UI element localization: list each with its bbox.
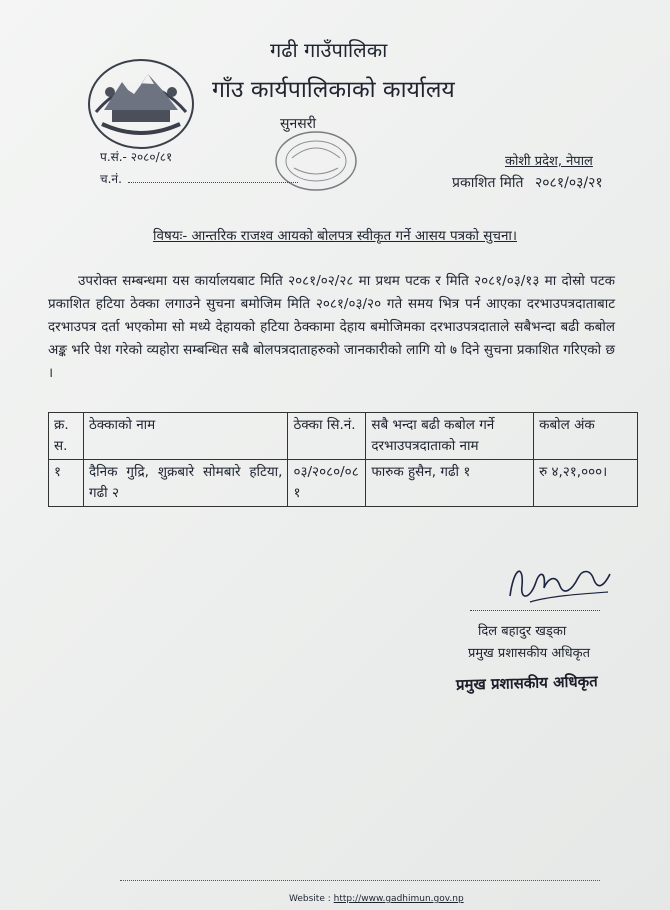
award-table <box>48 412 638 507</box>
dispatch-number-blank <box>128 182 298 183</box>
municipality-name: गढी गाउँपालिका <box>270 38 388 62</box>
footer-website-label: Website : <box>289 894 331 904</box>
signer-name: दिल बहादुर खड्का <box>478 624 567 639</box>
footer-website-link[interactable]: http://www.gadhimun.gov.np <box>333 894 464 904</box>
signature-line <box>470 610 600 611</box>
nepal-emblem-icon <box>82 52 200 152</box>
table-row <box>49 460 638 507</box>
col-header-bid-amount: कबोल अंक <box>534 413 638 460</box>
published-date-label: प्रकाशित मिति <box>452 175 524 191</box>
cell-bid-amount: रु ४,२१,०००। <box>534 460 638 507</box>
district-name: सुनसरी <box>280 116 317 132</box>
col-header-contract-number: ठेक्का सि.नं. <box>288 413 366 460</box>
col-header-contract-name: ठेक्काको नाम <box>83 413 288 460</box>
designation-stamp: प्रमुख प्रशासकीय अधिकृत <box>455 672 598 694</box>
signer-title: प्रमुख प्रशासकीय अधिकृत <box>468 646 591 661</box>
reference-number: प.सं.- २०८०/८१ <box>100 150 173 164</box>
footer-divider <box>120 880 600 881</box>
cell-contract-name: दैनिक गुद्रि, शुक्रबारे सोमबारे हटिया, गढी २ <box>83 460 288 507</box>
table-header-row <box>49 413 638 460</box>
cell-contract-number: ०३/२०८०/०८१ <box>288 460 366 507</box>
dispatch-number-label: च.नं. <box>100 172 122 186</box>
province-address: कोशी प्रदेश, नेपाल <box>505 154 593 169</box>
footer <box>289 894 464 904</box>
cell-serial: १ <box>49 460 84 507</box>
notice-subject: विषयः- आन्तरिक राजश्व आयको बोलपत्र स्वीकृत गर्ने आसय पत्रको सुचना। <box>152 228 518 244</box>
cell-bidder-name: फारुक हुसैन, गढी १ <box>366 460 534 507</box>
notice-body-text: उपरोक्त सम्बन्धमा यस कार्यालयबाट मिति २०८१/०२/२८ मा प्रथम पटक र मिति २०८१/०३/१३ मा दोस्रो पटक प्रकाशित हटिया ठेक्का लगाउने सुचना बमोजिम मिति २०८१/०३/२० गते समय भित्र पर्न आएका दरभाउपत्रदाताबाट दरभाउपत्र दर्ता भएकोमा सो मध्ये देहायको हटिया ठेक्कामा देहाय बमोजिमका दरभाउपत्रदाताले सबैभन्दा बढी कबोल अङ्क भरि पेश गरेको व्यहोरा सम्बन्धित सबै बोलपत्रदाताहरुको जानकारीको लागि यो ७ दिने सुचना प्रकाशित गरिएको छ । <box>48 273 615 381</box>
col-header-bidder-name: सबै भन्दा बढी कबोल गर्ने दरभाउपत्रदाताको नाम <box>366 413 534 460</box>
col-header-serial: क्र. स. <box>49 413 84 460</box>
office-seal-stamp <box>272 128 360 194</box>
office-name: गाँउ कार्यपालिकाको कार्यालय <box>212 77 455 103</box>
published-date-value: २०८१/०३/२१ <box>535 175 603 191</box>
notice-body-paragraph <box>48 270 615 385</box>
handwritten-signature <box>500 556 615 608</box>
